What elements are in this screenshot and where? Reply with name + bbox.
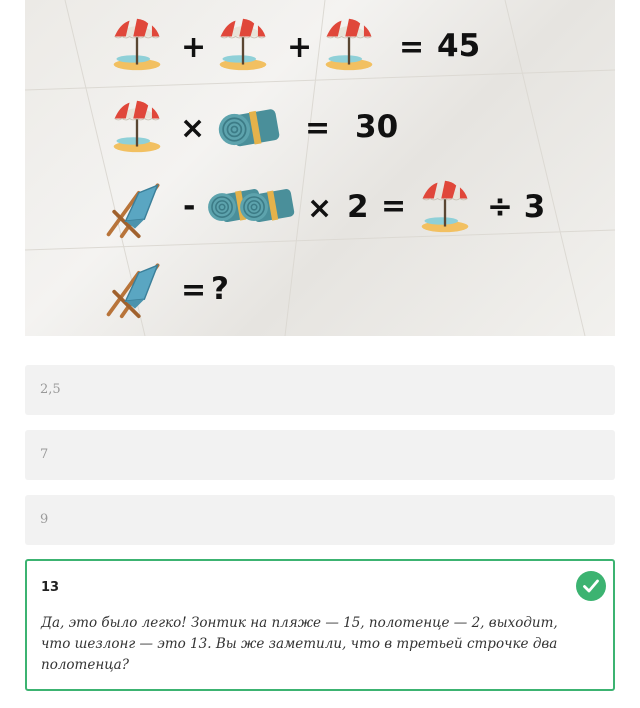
beach-umbrella-icon (417, 178, 473, 234)
equation-row-1 (25, 8, 615, 88)
deck-chair-icon (101, 254, 167, 320)
answer-option-1[interactable] (25, 365, 615, 415)
answer-option-2[interactable] (25, 430, 615, 480)
plus-operator: + (287, 30, 313, 65)
rolled-towel-icon (215, 100, 285, 152)
equals-sign: = (181, 273, 207, 308)
factor-number: 2 (347, 189, 369, 225)
multiply-operator: × (180, 111, 206, 146)
option-label: 9 (40, 512, 49, 527)
equals-sign: = (381, 189, 407, 224)
option-label: 13 (41, 580, 60, 595)
answer-option-3[interactable] (25, 495, 615, 545)
checkmark-icon (576, 571, 606, 601)
row-1-result: 45 (437, 28, 481, 64)
equals-sign: = (399, 30, 425, 65)
multiply-operator: × (307, 191, 333, 226)
plus-operator: + (181, 30, 207, 65)
option-label: 2,5 (40, 382, 61, 397)
answer-explanation: Да, это было легко! Зонтик на пляже — 15, полотенце — 2, выходит, что шезлонг — это 13. Вы же заметили, что в третьей строчке два полотенца? (41, 615, 558, 673)
equals-sign: = (305, 111, 331, 146)
equation-row-2 (25, 90, 615, 170)
unknown-result: ? (211, 271, 229, 307)
equation-row-4 (25, 252, 615, 332)
beach-umbrella-icon (321, 16, 377, 72)
option-label: 7 (40, 447, 49, 462)
deck-chair-icon (101, 174, 167, 240)
rolled-towel-icon (237, 180, 299, 228)
equation-row-3 (25, 170, 615, 250)
puzzle-image (25, 0, 615, 336)
beach-umbrella-icon (109, 98, 165, 154)
answer-option-correct[interactable] (25, 559, 615, 691)
minus-operator: - (183, 189, 196, 224)
row-2-result: 30 (355, 109, 399, 145)
beach-umbrella-icon (109, 16, 165, 72)
beach-umbrella-icon (215, 16, 271, 72)
divide-by-three: ÷ 3 (487, 189, 546, 225)
